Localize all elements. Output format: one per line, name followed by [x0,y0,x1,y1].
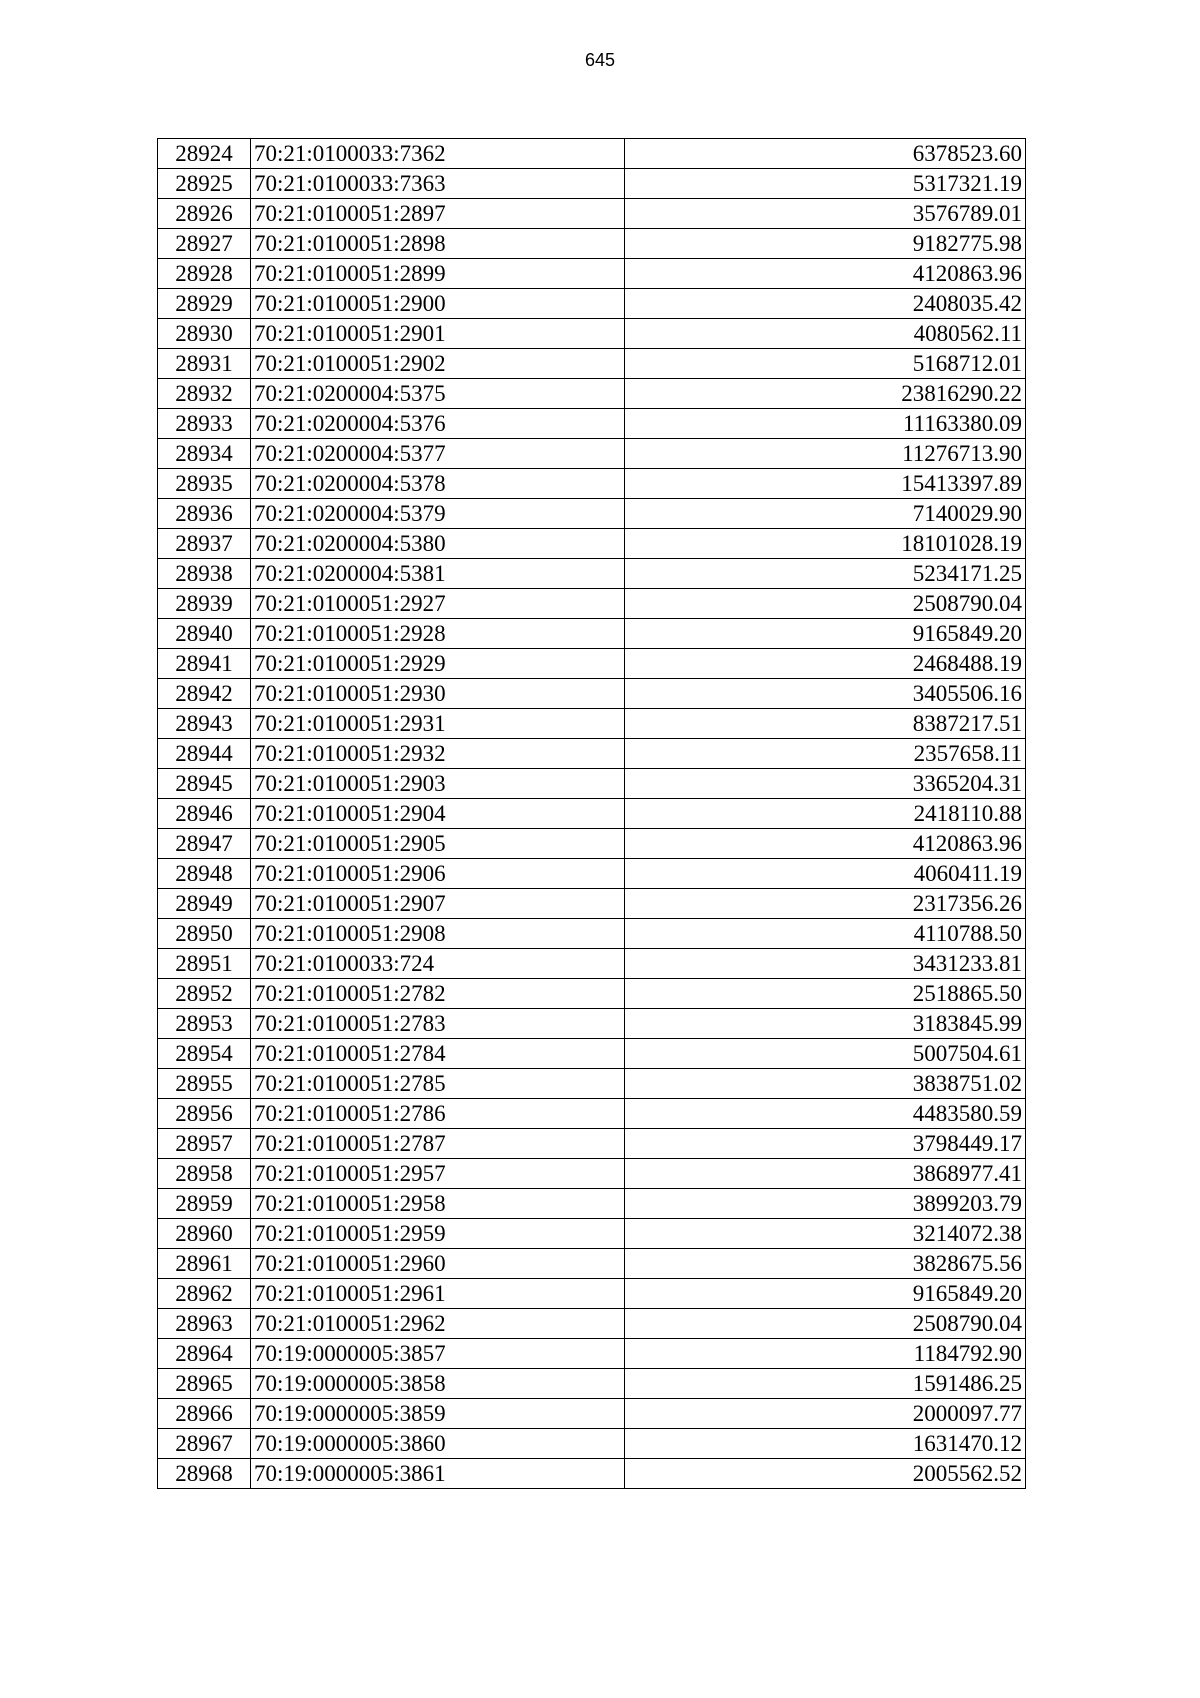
table-row [158,319,1026,349]
cadastral-value-cell: 1631470.12 [625,1429,1026,1459]
cadastral-value-cell: 3214072.38 [625,1219,1026,1249]
cadastral-value-cell: 4120863.96 [625,829,1026,859]
row-number-cell: 28966 [158,1399,251,1429]
cadastral-value-cell: 2518865.50 [625,979,1026,1009]
cadastral-value-cell: 3365204.31 [625,769,1026,799]
table-row [158,709,1026,739]
cadastral-value-cell: 2418110.88 [625,799,1026,829]
row-number-cell: 28960 [158,1219,251,1249]
row-number-cell: 28959 [158,1189,251,1219]
cadastral-value-cell: 1184792.90 [625,1339,1026,1369]
cadastral-value-cell: 2468488.19 [625,649,1026,679]
cadastre-value-table [157,138,1026,1489]
cadastral-number-cell: 70:21:0100051:2927 [251,589,625,619]
table-row [158,889,1026,919]
row-number-cell: 28932 [158,379,251,409]
cadastral-value-cell: 2357658.11 [625,739,1026,769]
cadastral-value-cell: 2005562.52 [625,1459,1026,1489]
cadastral-value-cell: 6378523.60 [625,139,1026,169]
table-row [158,1129,1026,1159]
cadastral-number-cell: 70:19:0000005:3859 [251,1399,625,1429]
cadastral-value-cell: 3576789.01 [625,199,1026,229]
cadastral-value-cell: 4110788.50 [625,919,1026,949]
cadastral-value-cell: 2408035.42 [625,289,1026,319]
table-row [158,469,1026,499]
cadastral-number-cell: 70:21:0200004:5377 [251,439,625,469]
cadastral-number-cell: 70:21:0100051:2907 [251,889,625,919]
cadastral-number-cell: 70:21:0100051:2786 [251,1099,625,1129]
cadastral-value-cell: 9182775.98 [625,229,1026,259]
row-number-cell: 28929 [158,289,251,319]
table-row [158,619,1026,649]
cadastral-number-cell: 70:21:0100051:2785 [251,1069,625,1099]
row-number-cell: 28962 [158,1279,251,1309]
cadastral-number-cell: 70:21:0100051:2906 [251,859,625,889]
row-number-cell: 28958 [158,1159,251,1189]
table-row [158,589,1026,619]
cadastral-number-cell: 70:21:0100051:2904 [251,799,625,829]
row-number-cell: 28953 [158,1009,251,1039]
cadastral-number-cell: 70:21:0100051:2958 [251,1189,625,1219]
row-number-cell: 28937 [158,529,251,559]
row-number-cell: 28941 [158,649,251,679]
cadastral-number-cell: 70:21:0200004:5375 [251,379,625,409]
table-row [158,1429,1026,1459]
cadastral-value-cell: 3431233.81 [625,949,1026,979]
cadastral-number-cell: 70:21:0100051:2928 [251,619,625,649]
row-number-cell: 28942 [158,679,251,709]
row-number-cell: 28963 [158,1309,251,1339]
table-row [158,1459,1026,1489]
row-number-cell: 28926 [158,199,251,229]
row-number-cell: 28954 [158,1039,251,1069]
cadastral-value-cell: 7140029.90 [625,499,1026,529]
table-row [158,259,1026,289]
cadastral-value-cell: 3838751.02 [625,1069,1026,1099]
cadastral-number-cell: 70:21:0100051:2905 [251,829,625,859]
row-number-cell: 28944 [158,739,251,769]
table-row [158,499,1026,529]
row-number-cell: 28934 [158,439,251,469]
row-number-cell: 28924 [158,139,251,169]
table-row [158,859,1026,889]
row-number-cell: 28952 [158,979,251,1009]
row-number-cell: 28938 [158,559,251,589]
cadastral-number-cell: 70:21:0100051:2908 [251,919,625,949]
table-row [158,229,1026,259]
cadastral-value-cell: 2000097.77 [625,1399,1026,1429]
row-number-cell: 28956 [158,1099,251,1129]
cadastral-value-cell: 8387217.51 [625,709,1026,739]
cadastral-number-cell: 70:21:0100051:2961 [251,1279,625,1309]
cadastral-value-cell: 15413397.89 [625,469,1026,499]
cadastral-value-cell: 4080562.11 [625,319,1026,349]
table-row [158,1309,1026,1339]
cadastral-number-cell: 70:21:0100051:2931 [251,709,625,739]
table-row [158,979,1026,1009]
cadastral-number-cell: 70:21:0100051:2787 [251,1129,625,1159]
row-number-cell: 28930 [158,319,251,349]
cadastral-value-cell: 5007504.61 [625,1039,1026,1069]
table-row [158,559,1026,589]
row-number-cell: 28940 [158,619,251,649]
row-number-cell: 28939 [158,589,251,619]
cadastral-number-cell: 70:21:0100051:2898 [251,229,625,259]
cadastral-value-cell: 3828675.56 [625,1249,1026,1279]
cadastral-value-cell: 23816290.22 [625,379,1026,409]
row-number-cell: 28950 [158,919,251,949]
cadastral-number-cell: 70:21:0100051:2897 [251,199,625,229]
row-number-cell: 28947 [158,829,251,859]
cadastral-number-cell: 70:19:0000005:3860 [251,1429,625,1459]
row-number-cell: 28967 [158,1429,251,1459]
cadastral-value-cell: 3899203.79 [625,1189,1026,1219]
cadastral-number-cell: 70:21:0100051:2900 [251,289,625,319]
cadastral-value-cell: 11163380.09 [625,409,1026,439]
cadastral-number-cell: 70:21:0100033:7363 [251,169,625,199]
table-row [158,439,1026,469]
row-number-cell: 28927 [158,229,251,259]
cadastral-number-cell: 70:21:0200004:5376 [251,409,625,439]
row-number-cell: 28925 [158,169,251,199]
table-row [158,1369,1026,1399]
row-number-cell: 28955 [158,1069,251,1099]
cadastral-number-cell: 70:21:0100051:2929 [251,649,625,679]
row-number-cell: 28968 [158,1459,251,1489]
table-row [158,1009,1026,1039]
cadastral-value-cell: 4060411.19 [625,859,1026,889]
cadastral-number-cell: 70:21:0200004:5379 [251,499,625,529]
cadastral-number-cell: 70:21:0100033:724 [251,949,625,979]
row-number-cell: 28949 [158,889,251,919]
table-row [158,769,1026,799]
table-row [158,289,1026,319]
table-row [158,679,1026,709]
cadastral-number-cell: 70:21:0100051:2960 [251,1249,625,1279]
cadastral-value-cell: 9165849.20 [625,1279,1026,1309]
row-number-cell: 28957 [158,1129,251,1159]
table-row [158,1249,1026,1279]
row-number-cell: 28933 [158,409,251,439]
cadastral-value-cell: 18101028.19 [625,529,1026,559]
table-row [158,1159,1026,1189]
cadastral-value-cell: 2508790.04 [625,1309,1026,1339]
cadastral-value-cell: 2508790.04 [625,589,1026,619]
cadastral-number-cell: 70:21:0200004:5378 [251,469,625,499]
table-row [158,199,1026,229]
table-row [158,1279,1026,1309]
cadastral-value-cell: 4120863.96 [625,259,1026,289]
table-row [158,529,1026,559]
row-number-cell: 28935 [158,469,251,499]
table-row [158,1099,1026,1129]
cadastral-number-cell: 70:21:0100051:2784 [251,1039,625,1069]
row-number-cell: 28965 [158,1369,251,1399]
row-number-cell: 28946 [158,799,251,829]
cadastral-number-cell: 70:21:0100051:2957 [251,1159,625,1189]
cadastral-value-cell: 5234171.25 [625,559,1026,589]
table-row [158,1339,1026,1369]
cadastral-number-cell: 70:19:0000005:3861 [251,1459,625,1489]
cadastral-number-cell: 70:21:0100051:2899 [251,259,625,289]
row-number-cell: 28961 [158,1249,251,1279]
table-row [158,1069,1026,1099]
cadastral-number-cell: 70:21:0100051:2901 [251,319,625,349]
cadastral-value-cell: 4483580.59 [625,1099,1026,1129]
table-row [158,799,1026,829]
table-row [158,1189,1026,1219]
table-row [158,949,1026,979]
cadastral-number-cell: 70:21:0200004:5381 [251,559,625,589]
table-row [158,829,1026,859]
cadastral-number-cell: 70:19:0000005:3857 [251,1339,625,1369]
row-number-cell: 28964 [158,1339,251,1369]
cadastral-value-cell: 3798449.17 [625,1129,1026,1159]
table-body [158,139,1026,1489]
row-number-cell: 28945 [158,769,251,799]
table-row [158,379,1026,409]
cadastral-number-cell: 70:21:0100051:2959 [251,1219,625,1249]
table-row [158,1219,1026,1249]
table-row [158,919,1026,949]
cadastral-value-cell: 3183845.99 [625,1009,1026,1039]
cadastral-number-cell: 70:21:0100051:2930 [251,679,625,709]
row-number-cell: 28943 [158,709,251,739]
cadastral-number-cell: 70:19:0000005:3858 [251,1369,625,1399]
cadastral-number-cell: 70:21:0100051:2903 [251,769,625,799]
row-number-cell: 28951 [158,949,251,979]
cadastral-value-cell: 11276713.90 [625,439,1026,469]
cadastral-number-cell: 70:21:0100051:2902 [251,349,625,379]
table-row [158,739,1026,769]
cadastral-value-cell: 3868977.41 [625,1159,1026,1189]
table-row [158,409,1026,439]
cadastral-number-cell: 70:21:0100051:2962 [251,1309,625,1339]
cadastral-number-cell: 70:21:0200004:5380 [251,529,625,559]
table-row [158,1039,1026,1069]
cadastral-value-cell: 1591486.25 [625,1369,1026,1399]
row-number-cell: 28931 [158,349,251,379]
cadastral-value-cell: 9165849.20 [625,619,1026,649]
cadastral-value-cell: 2317356.26 [625,889,1026,919]
page-number: 645 [584,50,616,70]
cadastral-number-cell: 70:21:0100051:2782 [251,979,625,1009]
cadastral-value-cell: 5317321.19 [625,169,1026,199]
table-row [158,139,1026,169]
table-row [158,169,1026,199]
row-number-cell: 28928 [158,259,251,289]
table-row [158,1399,1026,1429]
cadastral-value-cell: 3405506.16 [625,679,1026,709]
cadastral-value-cell: 5168712.01 [625,349,1026,379]
cadastral-number-cell: 70:21:0100051:2932 [251,739,625,769]
table-row [158,349,1026,379]
cadastral-number-cell: 70:21:0100051:2783 [251,1009,625,1039]
cadastral-number-cell: 70:21:0100033:7362 [251,139,625,169]
row-number-cell: 28948 [158,859,251,889]
row-number-cell: 28936 [158,499,251,529]
table-row [158,649,1026,679]
